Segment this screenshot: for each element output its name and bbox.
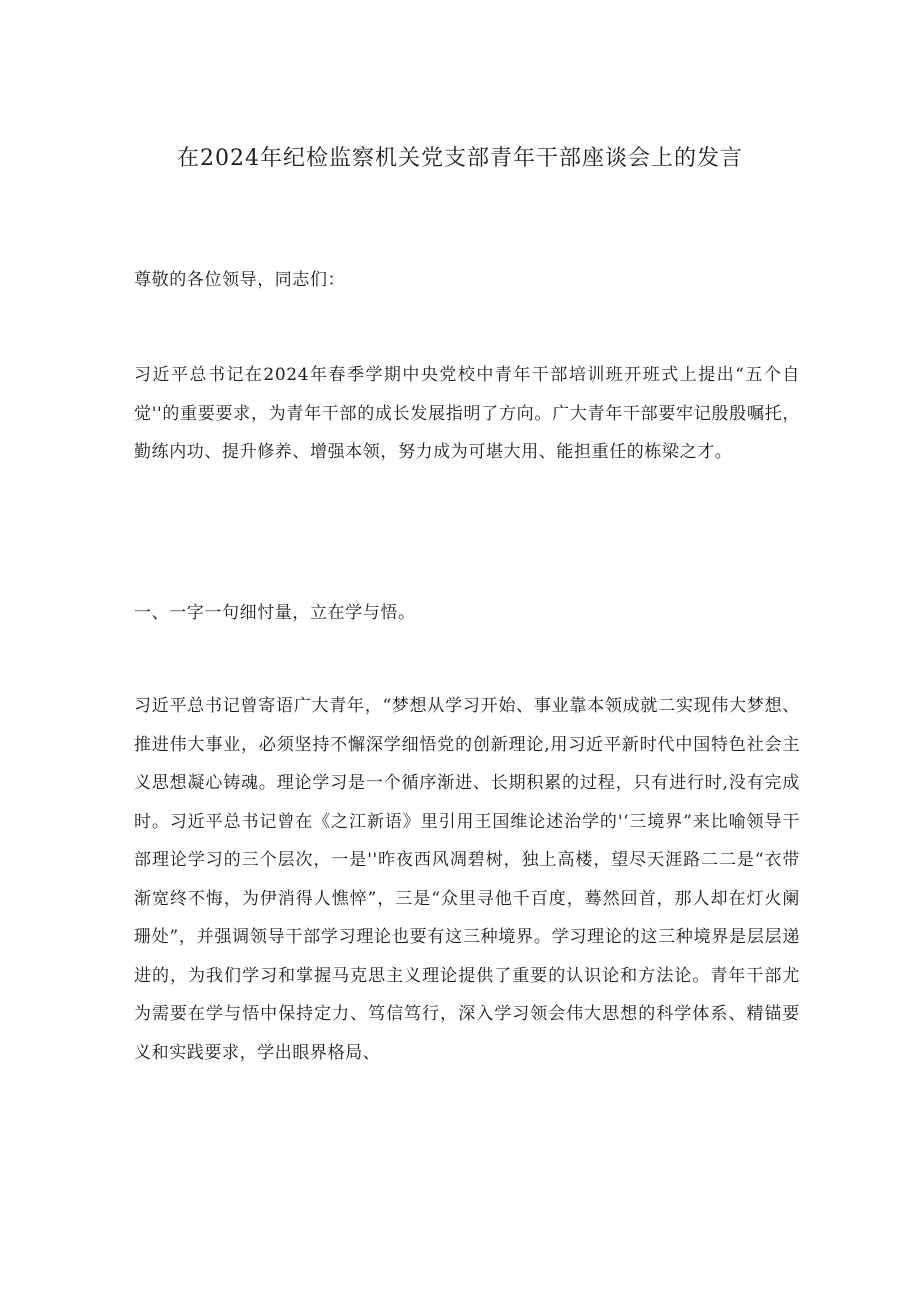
salutation: 尊敬的各位领导，同志们： (134, 270, 346, 290)
intro-paragraph: 习近平总书记在2024年春季学期中央党校中青年干部培训班开班式上提出“五个自觉''的重要要求，为青年干部的成长发展指明了方向。广大青年干部要牢记殷殷嘱托，勤练内功、提升修养、增强本领，努力成为可堪大用、能担重任的栋梁之才。 (134, 365, 800, 462)
section-heading: 一、一字一句细忖量，立在学与悟。 (134, 603, 416, 623)
document-title: 在2024年纪检监察机关党支部青年干部座谈会上的发言 (177, 146, 743, 171)
section-body-paragraph: 习近平总书记曾寄语广大青年，“梦想从学习开始、事业靠本领成就二实现伟大梦想、推进伟大事业，必须坚持不懈深学细悟党的创新理论,用习近平新时代中国特色社会主义思想凝心铸魂。理论学习是一个循序渐进、长期积累的过程，只有进行时,没有完成时。习近平总书记曾在《之江新语》里引用王国维论述治学的'‘三境界”来比喻领导干部理论学习的三个层次，一是''昨夜西风凋碧树，独上高楼，望尽天涯路二二是“衣带渐宽终不悔，为伊消得人憔悴”，三是“众里寻他千百度，蓦然回首，那人却在灯火阑珊处”，并强调领导干部学习理论也要有这三种境界。学习理论的这三种境界是层层递进的，为我们学习和掌握马克思主义理论提供了重要的认识论和方法论。青年干部尤为需要在学与悟中保持定力、笃信笃行，深入学习领会伟大思想的科学体系、精锚要义和实践要求，学出眼界格局、 (134, 696, 800, 1063)
